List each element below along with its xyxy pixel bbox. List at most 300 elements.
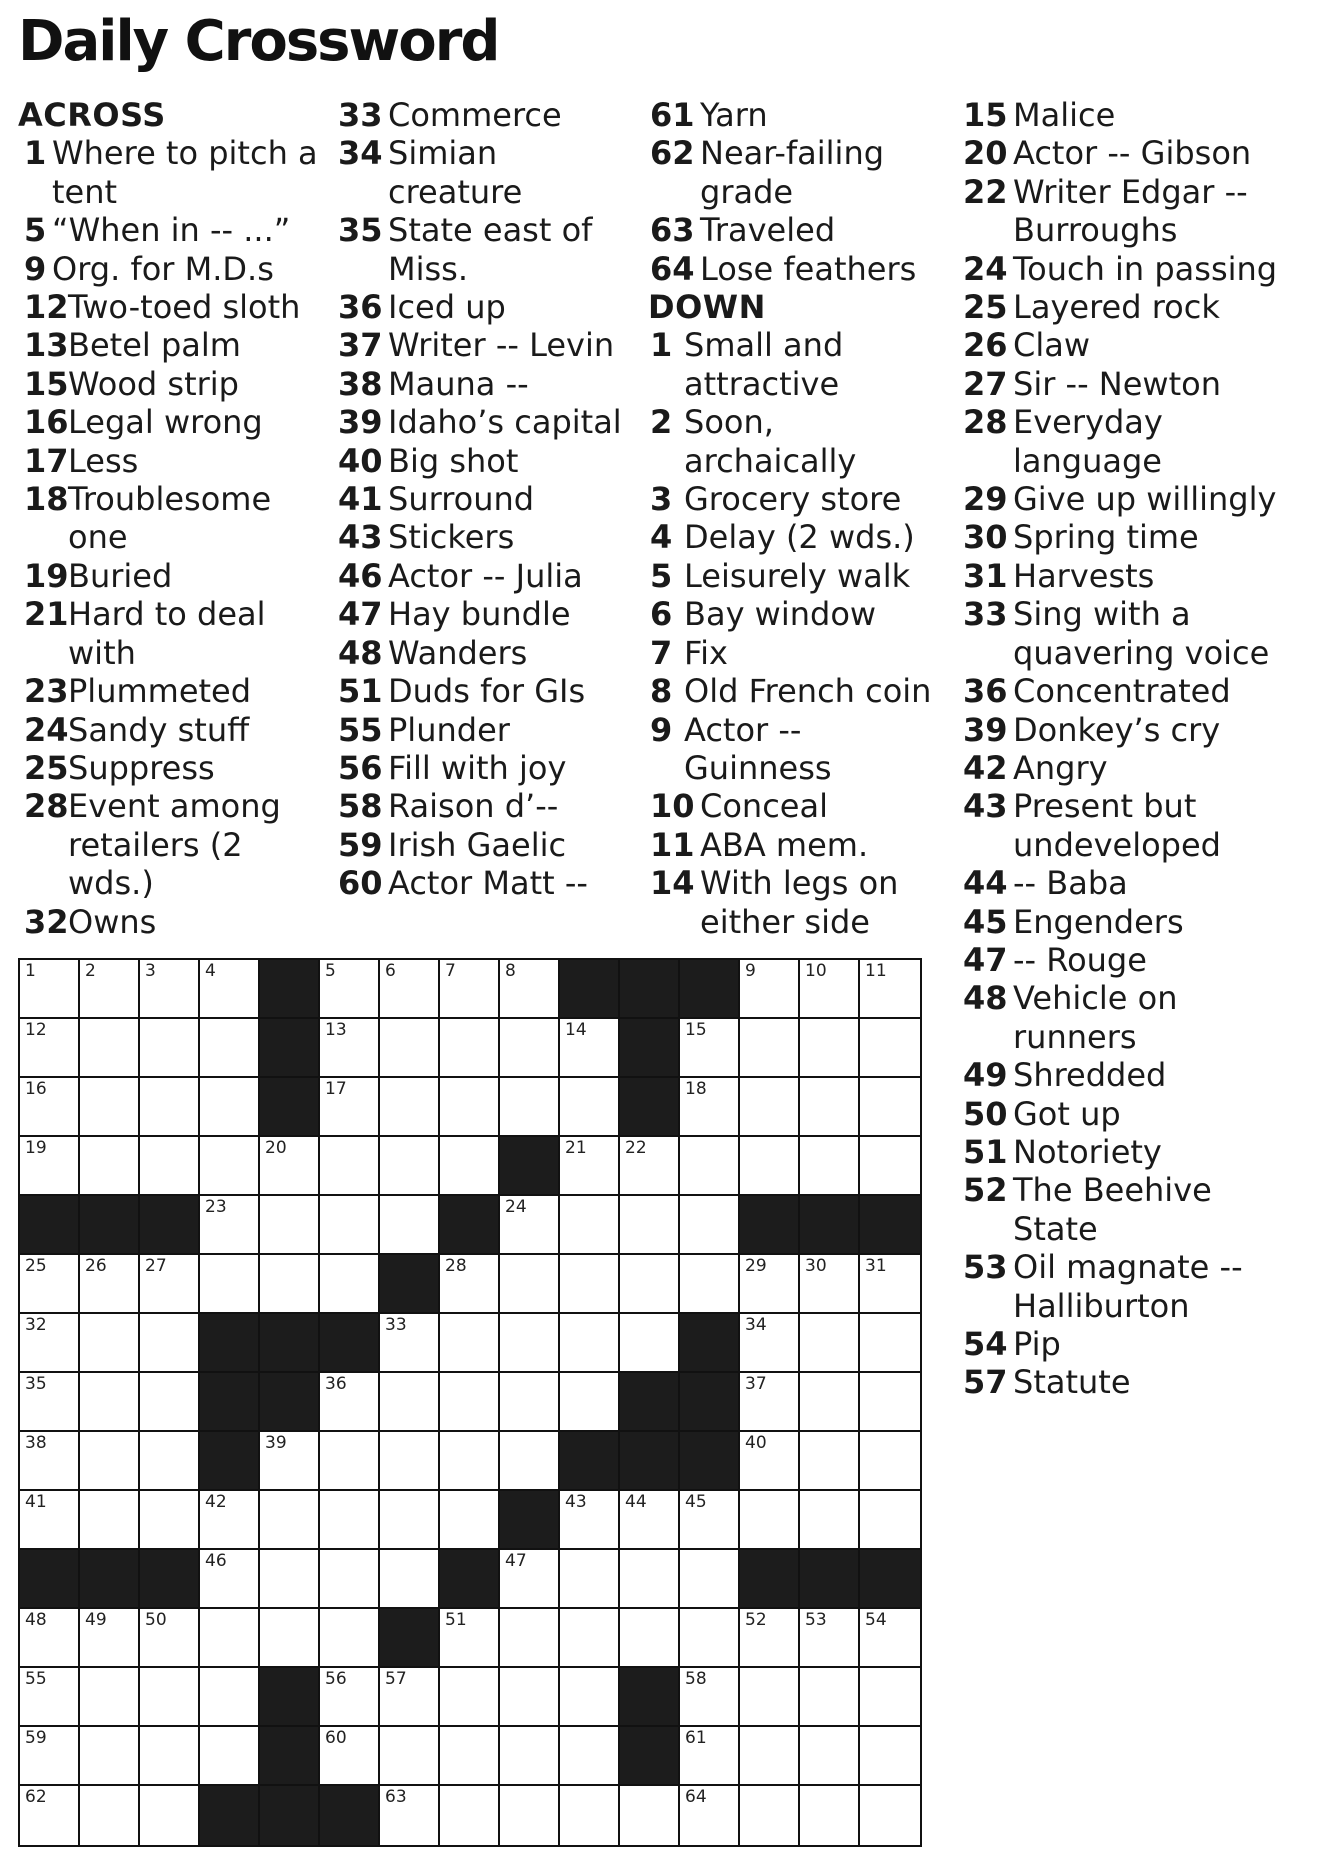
clue-text: State east of Miss. (388, 211, 593, 288)
down-header: DOWN (648, 288, 766, 327)
clue-text: Commerce (388, 96, 562, 134)
clue-text: Hay bundle (388, 595, 571, 634)
grid-cell[interactable] (500, 1786, 560, 1845)
grid-cell[interactable] (800, 1314, 860, 1373)
grid-cell[interactable] (740, 1373, 800, 1432)
across-clue-62 (648, 134, 948, 211)
grid-cell[interactable] (200, 1196, 260, 1255)
grid-cell[interactable] (560, 1314, 620, 1373)
grid-cell[interactable] (440, 960, 500, 1019)
across-clue-51 (336, 672, 636, 710)
clue-text: Writer -- Levin (388, 326, 615, 365)
grid-cell[interactable] (440, 1609, 500, 1668)
cell-number: 14 (565, 1020, 587, 1040)
clue-text: Statute (1013, 1363, 1131, 1402)
clue-number: 33 (338, 96, 383, 134)
grid-cell[interactable] (860, 1255, 920, 1314)
grid-cell[interactable] (20, 1373, 80, 1432)
cell-number: 41 (25, 1492, 47, 1512)
grid-cell[interactable] (440, 1137, 500, 1196)
grid-cell[interactable] (680, 1078, 740, 1137)
grid-cell[interactable] (200, 1078, 260, 1137)
grid-cell[interactable] (500, 1550, 560, 1609)
grid-cell[interactable] (800, 1432, 860, 1491)
grid-cell[interactable] (380, 1786, 440, 1845)
grid-cell[interactable] (680, 1137, 740, 1196)
down-clue-33 (961, 595, 1306, 672)
grid-cell[interactable] (380, 1668, 440, 1727)
grid-cell[interactable] (140, 1432, 200, 1491)
grid-block (440, 1550, 500, 1609)
across-clue-36 (336, 288, 636, 326)
cell-number: 60 (325, 1728, 347, 1748)
grid-cell[interactable] (200, 1255, 260, 1314)
grid-cell[interactable] (320, 1727, 380, 1786)
down-clue-28 (961, 403, 1306, 480)
grid-cell[interactable] (80, 1609, 140, 1668)
grid-cell[interactable] (560, 1491, 620, 1550)
grid-cell[interactable] (200, 1491, 260, 1550)
grid-cell[interactable] (500, 1019, 560, 1078)
grid-block (620, 1432, 680, 1491)
grid-cell[interactable] (20, 1137, 80, 1196)
grid-cell[interactable] (140, 1786, 200, 1845)
down-clue-43 (961, 787, 1306, 864)
clue-number: 58 (338, 787, 383, 826)
clue-text: With legs on either side (700, 864, 899, 941)
grid-cell[interactable] (740, 1078, 800, 1137)
grid-block (740, 1196, 800, 1255)
cell-number: 15 (685, 1020, 707, 1040)
clue-number: 52 (963, 1171, 1008, 1210)
grid-cell[interactable] (320, 1668, 380, 1727)
grid-cell[interactable] (260, 1137, 320, 1196)
clue-text: Stickers (388, 518, 515, 557)
cell-number: 52 (745, 1610, 767, 1630)
across-clue-5 (18, 211, 318, 249)
grid-cell[interactable] (140, 1491, 200, 1550)
down-clue-45 (961, 903, 1306, 941)
grid-cell[interactable] (800, 1078, 860, 1137)
grid-cell[interactable] (440, 1019, 500, 1078)
grid-cell[interactable] (800, 1255, 860, 1314)
grid-cell[interactable] (320, 1137, 380, 1196)
grid-cell[interactable] (320, 1373, 380, 1432)
cell-number: 25 (25, 1256, 47, 1276)
grid-cell[interactable] (20, 1491, 80, 1550)
grid-cell[interactable] (20, 1255, 80, 1314)
grid-cell[interactable] (20, 1019, 80, 1078)
grid-cell[interactable] (680, 1255, 740, 1314)
grid-cell[interactable] (740, 960, 800, 1019)
grid-cell[interactable] (560, 1668, 620, 1727)
across-clue-58 (336, 787, 636, 825)
grid-cell[interactable] (560, 1137, 620, 1196)
grid-cell[interactable] (200, 1550, 260, 1609)
grid-block (140, 1196, 200, 1255)
grid-cell[interactable] (200, 960, 260, 1019)
grid-cell[interactable] (560, 1609, 620, 1668)
grid-cell[interactable] (440, 1432, 500, 1491)
grid-cell[interactable] (860, 1609, 920, 1668)
cell-number: 1 (25, 961, 36, 981)
across-clue-21 (18, 595, 318, 672)
grid-cell[interactable] (200, 1727, 260, 1786)
grid-cell[interactable] (800, 960, 860, 1019)
grid-cell[interactable] (80, 1137, 140, 1196)
grid-cell[interactable] (20, 1314, 80, 1373)
grid-cell[interactable] (380, 1196, 440, 1255)
grid-cell[interactable] (860, 1373, 920, 1432)
grid-cell[interactable] (20, 1727, 80, 1786)
clue-text: The Beehive State (1013, 1171, 1212, 1248)
grid-cell[interactable] (800, 1137, 860, 1196)
grid-cell[interactable] (800, 1609, 860, 1668)
grid-cell[interactable] (800, 1786, 860, 1845)
grid-cell[interactable] (740, 1137, 800, 1196)
down-clue-5 (648, 557, 948, 595)
down-clue-6 (648, 595, 948, 633)
grid-cell[interactable] (620, 1550, 680, 1609)
grid-cell[interactable] (140, 1609, 200, 1668)
grid-cell[interactable] (560, 1078, 620, 1137)
grid-cell[interactable] (860, 1078, 920, 1137)
grid-cell[interactable] (20, 1668, 80, 1727)
grid-cell[interactable] (560, 1196, 620, 1255)
cell-number: 21 (565, 1138, 587, 1158)
grid-cell[interactable] (860, 1668, 920, 1727)
grid-block (560, 960, 620, 1019)
across-clue-1 (18, 134, 318, 211)
grid-cell[interactable] (740, 1668, 800, 1727)
grid-cell[interactable] (740, 1491, 800, 1550)
grid-cell[interactable] (140, 1019, 200, 1078)
grid-block (680, 1373, 740, 1432)
clue-number: 14 (650, 864, 695, 903)
clue-number: 50 (963, 1094, 1008, 1133)
grid-cell[interactable] (500, 960, 560, 1019)
down-clue-8 (648, 672, 948, 710)
grid-block (260, 1668, 320, 1727)
grid-cell[interactable] (320, 1196, 380, 1255)
grid-cell[interactable] (320, 1078, 380, 1137)
grid-cell[interactable] (200, 1019, 260, 1078)
grid-cell[interactable] (500, 1314, 560, 1373)
across-clue-33 (336, 96, 636, 134)
clue-number: 4 (650, 518, 673, 557)
grid-cell[interactable] (620, 1491, 680, 1550)
grid-cell[interactable] (320, 1019, 380, 1078)
grid-cell[interactable] (440, 1373, 500, 1432)
grid-cell[interactable] (320, 1432, 380, 1491)
clue-number: 12 (24, 288, 69, 327)
grid-cell[interactable] (380, 1373, 440, 1432)
across-header: ACROSS (18, 96, 166, 134)
grid-cell[interactable] (620, 1137, 680, 1196)
clue-number: 53 (963, 1248, 1008, 1287)
cell-number: 5 (325, 961, 336, 981)
grid-cell[interactable] (860, 960, 920, 1019)
grid-cell[interactable] (20, 960, 80, 1019)
grid-cell[interactable] (380, 1727, 440, 1786)
grid-cell[interactable] (260, 1196, 320, 1255)
grid-cell[interactable] (620, 1609, 680, 1668)
grid-cell[interactable] (20, 1786, 80, 1845)
clue-text: Delay (2 wds.) (684, 518, 915, 557)
cell-number: 20 (265, 1138, 287, 1158)
grid-cell[interactable] (800, 1727, 860, 1786)
grid-cell[interactable] (140, 1373, 200, 1432)
grid-cell[interactable] (440, 1668, 500, 1727)
clue-text: Actor -- Gibson (1013, 134, 1252, 173)
grid-cell[interactable] (320, 960, 380, 1019)
grid-cell[interactable] (800, 1373, 860, 1432)
grid-cell[interactable] (380, 1314, 440, 1373)
grid-cell[interactable] (680, 1786, 740, 1845)
grid-cell[interactable] (380, 1550, 440, 1609)
grid-block (140, 1550, 200, 1609)
down-clue-7 (648, 634, 948, 672)
grid-cell[interactable] (140, 1314, 200, 1373)
grid-cell[interactable] (440, 1314, 500, 1373)
grid-cell[interactable] (140, 960, 200, 1019)
grid-cell[interactable] (860, 1137, 920, 1196)
down-clue-39 (961, 711, 1306, 749)
grid-cell[interactable] (500, 1078, 560, 1137)
grid-cell[interactable] (860, 1491, 920, 1550)
grid-cell[interactable] (740, 1727, 800, 1786)
grid-cell[interactable] (680, 1196, 740, 1255)
grid-cell[interactable] (680, 1019, 740, 1078)
clue-number: 49 (963, 1056, 1008, 1095)
grid-block (500, 1137, 560, 1196)
grid-cell[interactable] (80, 1078, 140, 1137)
grid-block (260, 1019, 320, 1078)
grid-block (260, 1786, 320, 1845)
grid-cell[interactable] (260, 1255, 320, 1314)
grid-cell[interactable] (20, 1078, 80, 1137)
grid-cell[interactable] (440, 1255, 500, 1314)
grid-cell[interactable] (680, 1727, 740, 1786)
clue-text: Org. for M.D.s (52, 249, 274, 288)
grid-cell[interactable] (620, 1255, 680, 1314)
grid-cell[interactable] (380, 1019, 440, 1078)
down-clue-2 (648, 403, 948, 480)
grid-cell[interactable] (80, 1786, 140, 1845)
cell-number: 58 (685, 1669, 707, 1689)
grid-cell[interactable] (680, 1609, 740, 1668)
grid-cell[interactable] (500, 1668, 560, 1727)
grid-cell[interactable] (80, 1373, 140, 1432)
grid-cell[interactable] (800, 1019, 860, 1078)
down-clue-57 (961, 1363, 1306, 1401)
down-clue-44 (961, 864, 1306, 902)
grid-cell[interactable] (500, 1727, 560, 1786)
grid-cell[interactable] (560, 1373, 620, 1432)
grid-cell[interactable] (560, 1727, 620, 1786)
grid-cell[interactable] (500, 1373, 560, 1432)
clue-text: Conceal (700, 787, 828, 826)
grid-cell[interactable] (80, 1019, 140, 1078)
grid-cell[interactable] (620, 1786, 680, 1845)
down-clue-49 (961, 1056, 1306, 1094)
clue-text: Wood strip (68, 364, 239, 403)
down-clue-20 (961, 134, 1306, 172)
grid-cell[interactable] (80, 1668, 140, 1727)
grid-cell[interactable] (680, 1668, 740, 1727)
grid-block (440, 1196, 500, 1255)
cell-number: 26 (85, 1256, 107, 1276)
clue-text: Old French coin (684, 672, 932, 711)
page-title: Daily Crossword (18, 9, 499, 74)
grid-cell[interactable] (500, 1432, 560, 1491)
clue-number: 37 (338, 326, 383, 365)
clue-text: Vehicle on runners (1013, 979, 1178, 1056)
cell-number: 45 (685, 1492, 707, 1512)
clue-number: 5 (650, 556, 673, 595)
grid-cell[interactable] (560, 1255, 620, 1314)
grid-cell[interactable] (560, 1550, 620, 1609)
down-clue-25 (961, 288, 1306, 326)
down-clue-24 (961, 250, 1306, 288)
grid-cell[interactable] (560, 1019, 620, 1078)
grid-cell[interactable] (380, 1432, 440, 1491)
grid-cell[interactable] (260, 1432, 320, 1491)
clue-text: Surround (388, 480, 535, 519)
grid-cell[interactable] (380, 960, 440, 1019)
grid-cell[interactable] (620, 1196, 680, 1255)
grid-cell[interactable] (320, 1491, 380, 1550)
down-clue-27 (961, 365, 1306, 403)
grid-cell[interactable] (80, 1491, 140, 1550)
grid-cell[interactable] (140, 1668, 200, 1727)
grid-cell[interactable] (320, 1550, 380, 1609)
grid-cell[interactable] (140, 1078, 200, 1137)
grid-cell[interactable] (80, 1314, 140, 1373)
down-clue-50 (961, 1095, 1306, 1133)
grid-cell[interactable] (680, 1491, 740, 1550)
clue-number: 9 (24, 249, 47, 288)
grid-cell[interactable] (740, 1314, 800, 1373)
grid-cell[interactable] (380, 1137, 440, 1196)
clue-number: 60 (338, 864, 383, 903)
cell-number: 55 (25, 1669, 47, 1689)
clue-number: 34 (338, 134, 383, 173)
clue-number: 33 (963, 595, 1008, 634)
cell-number: 49 (85, 1610, 107, 1630)
cell-number: 53 (805, 1610, 827, 1630)
grid-cell[interactable] (140, 1137, 200, 1196)
grid-cell[interactable] (200, 1609, 260, 1668)
grid-cell[interactable] (500, 1196, 560, 1255)
clue-number: 32 (24, 902, 69, 941)
grid-cell[interactable] (860, 1314, 920, 1373)
clue-text: Actor Matt -- (388, 864, 588, 903)
clue-text: Lose feathers (700, 249, 917, 288)
grid-cell[interactable] (860, 1432, 920, 1491)
grid-cell[interactable] (740, 1255, 800, 1314)
grid-cell[interactable] (20, 1432, 80, 1491)
cell-number: 37 (745, 1374, 767, 1394)
grid-cell[interactable] (260, 1609, 320, 1668)
grid-cell[interactable] (740, 1019, 800, 1078)
clue-number: 64 (650, 249, 695, 288)
grid-cell[interactable] (500, 1255, 560, 1314)
cell-number: 23 (205, 1197, 227, 1217)
across-clue-12 (18, 288, 318, 326)
grid-cell[interactable] (260, 1550, 320, 1609)
grid-cell[interactable] (560, 1786, 620, 1845)
cell-number: 50 (145, 1610, 167, 1630)
across-clue-61 (648, 96, 948, 134)
grid-block (680, 960, 740, 1019)
grid-cell[interactable] (140, 1255, 200, 1314)
grid-cell[interactable] (740, 1609, 800, 1668)
grid-cell[interactable] (860, 1786, 920, 1845)
grid-cell[interactable] (440, 1727, 500, 1786)
clue-number: 9 (650, 710, 673, 749)
clue-text: Plummeted (68, 672, 252, 711)
grid-cell[interactable] (500, 1609, 560, 1668)
grid-block (260, 1373, 320, 1432)
clue-number: 47 (338, 595, 383, 634)
grid-cell[interactable] (440, 1786, 500, 1845)
grid-block (260, 1078, 320, 1137)
clue-text: Troublesome one (68, 480, 272, 557)
grid-cell[interactable] (80, 1727, 140, 1786)
grid-cell[interactable] (800, 1491, 860, 1550)
grid-cell[interactable] (440, 1078, 500, 1137)
grid-cell[interactable] (140, 1727, 200, 1786)
grid-cell[interactable] (860, 1019, 920, 1078)
clue-text: Small and attractive (684, 326, 844, 403)
clue-text: Hard to deal with (68, 595, 266, 672)
down-clue-4 (648, 518, 948, 556)
grid-cell[interactable] (680, 1550, 740, 1609)
across-clue-41 (336, 480, 636, 518)
grid-cell[interactable] (260, 1491, 320, 1550)
cell-number: 64 (685, 1787, 707, 1807)
grid-cell[interactable] (200, 1668, 260, 1727)
grid-cell[interactable] (860, 1727, 920, 1786)
grid-cell[interactable] (620, 1314, 680, 1373)
grid-cell[interactable] (380, 1491, 440, 1550)
grid-block (560, 1432, 620, 1491)
clue-number: 23 (24, 672, 69, 711)
clue-number: 8 (650, 672, 673, 711)
grid-cell[interactable] (440, 1491, 500, 1550)
across-clue-23 (18, 672, 318, 710)
grid-cell[interactable] (740, 1432, 800, 1491)
grid-cell[interactable] (80, 1432, 140, 1491)
grid-block (620, 1373, 680, 1432)
grid-cell[interactable] (320, 1609, 380, 1668)
clue-text: Near-failing grade (700, 134, 885, 211)
grid-cell[interactable] (380, 1078, 440, 1137)
grid-cell[interactable] (200, 1137, 260, 1196)
grid-cell[interactable] (800, 1668, 860, 1727)
down-clue-42 (961, 749, 1306, 787)
grid-cell[interactable] (80, 1255, 140, 1314)
clue-text: Bay window (684, 595, 877, 634)
down-clue-10 (648, 787, 948, 825)
grid-cell[interactable] (20, 1609, 80, 1668)
clue-text: Plunder (388, 710, 510, 749)
grid-block (200, 1786, 260, 1845)
grid-cell[interactable] (740, 1786, 800, 1845)
grid-cell[interactable] (320, 1255, 380, 1314)
grid-cell[interactable] (80, 960, 140, 1019)
